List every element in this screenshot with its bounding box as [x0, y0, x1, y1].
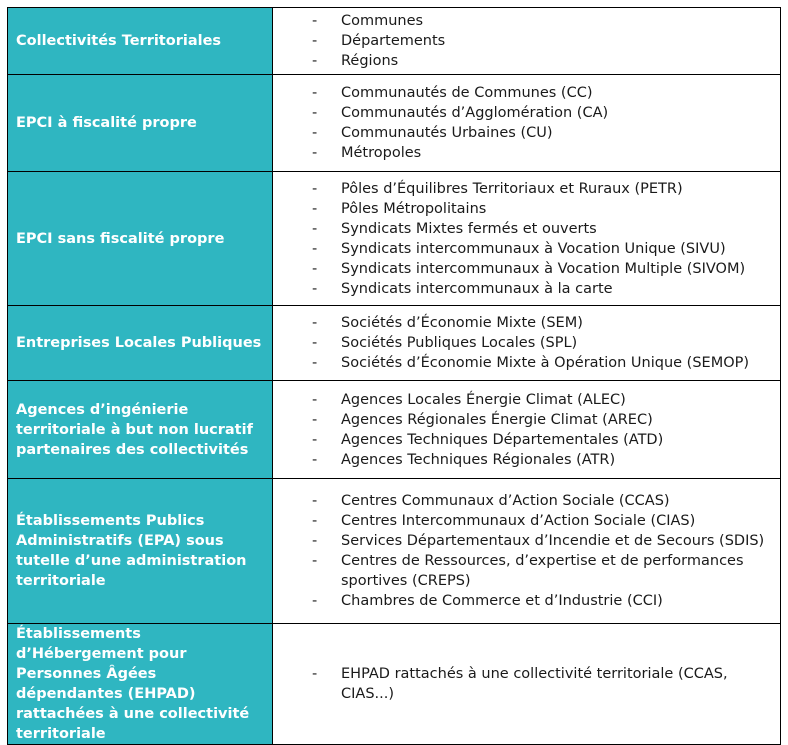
list-item — [273, 511, 776, 531]
category-cell — [8, 8, 273, 75]
category-label: Établissements d’Hébergement pour Personnes Âgées dépendantes (EHPAD) rattachées à une collectivité territoriale — [16, 626, 250, 742]
list-item — [273, 219, 776, 239]
list-item — [273, 259, 776, 279]
item-text: Communautés de Communes (CC) — [341, 85, 593, 101]
dash-bullet: - — [312, 85, 318, 101]
dash-bullet: - — [312, 493, 318, 509]
dash-bullet: - — [312, 513, 318, 529]
dash-bullet: - — [312, 105, 318, 121]
dash-bullet: - — [312, 431, 318, 448]
category-label: Collectivités Territoriales — [16, 33, 222, 49]
dash-bullet: - — [312, 315, 318, 331]
list-item — [273, 333, 776, 353]
list-item — [273, 353, 776, 373]
list-item — [273, 103, 776, 123]
table-row — [8, 172, 781, 306]
list-item — [273, 279, 776, 299]
items-list — [273, 83, 776, 163]
list-item — [273, 450, 776, 470]
items-cell — [273, 624, 781, 745]
category-label: EPCI sans fiscalité propre — [16, 230, 225, 247]
item-text: Syndicats intercommunaux à Vocation Multiple (SIVOM) — [341, 260, 746, 277]
dash-bullet: - — [312, 33, 318, 49]
item-text: Communes — [341, 13, 424, 29]
dash-bullet: - — [312, 335, 318, 351]
category-cell — [8, 75, 273, 172]
dash-bullet: - — [312, 391, 318, 408]
item-text: Syndicats Mixtes fermés et ouverts — [341, 220, 597, 237]
item-text: Communautés d’Agglomération (CA) — [341, 105, 609, 121]
list-item — [273, 313, 776, 333]
list-item — [273, 591, 776, 611]
dash-bullet: - — [312, 666, 318, 682]
list-item — [273, 199, 776, 219]
items-list — [273, 664, 776, 704]
list-item — [273, 491, 776, 511]
item-text: Centres Communaux d’Action Sociale (CCAS) — [341, 493, 670, 509]
item-text: Chambres de Commerce et d’Industrie (CCI) — [341, 593, 663, 609]
item-text: Sociétés Publiques Locales (SPL) — [341, 335, 578, 351]
item-text: Agences Régionales Énergie Climat (AREC) — [341, 411, 653, 428]
dash-bullet: - — [312, 125, 318, 141]
list-item — [273, 11, 776, 31]
structures-table — [7, 7, 781, 745]
list-item — [273, 31, 776, 51]
dash-bullet: - — [312, 355, 318, 371]
table-row — [8, 8, 781, 75]
items-cell — [273, 381, 781, 479]
item-text: Agences Techniques Départementales (ATD) — [341, 431, 664, 448]
table-row — [8, 75, 781, 172]
items-list — [273, 179, 776, 299]
items-cell — [273, 172, 781, 306]
list-item — [273, 531, 776, 551]
items-cell — [273, 479, 781, 624]
item-text: Centres Intercommunaux d’Action Sociale (CIAS) — [341, 513, 696, 529]
table-row — [8, 624, 781, 745]
items-list — [273, 491, 776, 611]
dash-bullet: - — [312, 53, 318, 69]
items-list — [273, 313, 776, 373]
list-item — [273, 143, 776, 163]
table-row — [8, 306, 781, 381]
list-item — [273, 51, 776, 71]
item-text: Services Départementaux d’Incendie et de Secours (SDIS) — [341, 533, 765, 549]
item-text: Syndicats intercommunaux à la carte — [341, 280, 613, 297]
item-text: Agences Locales Énergie Climat (ALEC) — [341, 391, 626, 408]
list-item — [273, 410, 776, 430]
items-cell — [273, 75, 781, 172]
category-label: Entreprises Locales Publiques — [16, 335, 262, 351]
category-cell — [8, 381, 273, 479]
list-item — [273, 179, 776, 199]
dash-bullet: - — [312, 553, 318, 569]
item-text: Syndicats intercommunaux à Vocation Unique (SIVU) — [341, 240, 726, 257]
item-text: Régions — [341, 53, 399, 69]
dash-bullet: - — [312, 593, 318, 609]
dash-bullet: - — [312, 180, 318, 197]
list-item — [273, 430, 776, 450]
table-row — [8, 479, 781, 624]
category-label: EPCI à fiscalité propre — [16, 115, 197, 131]
dash-bullet: - — [312, 260, 318, 277]
category-cell — [8, 306, 273, 381]
dash-bullet: - — [312, 145, 318, 161]
item-text: Départements — [341, 33, 446, 49]
dash-bullet: - — [312, 220, 318, 237]
item-text: Communautés Urbaines (CU) — [341, 125, 553, 141]
item-text: Métropoles — [341, 145, 422, 161]
items-cell — [273, 8, 781, 75]
category-label: Établissements Publics Administratifs (EPA) sous tutelle d’une administration territoriale — [16, 513, 247, 589]
dash-bullet: - — [312, 13, 318, 29]
item-text: Sociétés d’Économie Mixte (SEM) — [341, 315, 583, 331]
category-cell — [8, 172, 273, 306]
list-item — [273, 390, 776, 410]
dash-bullet: - — [312, 533, 318, 549]
dash-bullet: - — [312, 451, 318, 468]
list-item — [273, 551, 776, 591]
category-cell — [8, 479, 273, 624]
category-label: Agences d’ingénierie territoriale à but non lucratif partenaires des collectivités — [16, 401, 253, 458]
dash-bullet: - — [312, 200, 318, 217]
dash-bullet: - — [312, 411, 318, 428]
item-text: Sociétés d’Économie Mixte à Opération Unique (SEMOP) — [341, 355, 750, 371]
items-cell — [273, 306, 781, 381]
dash-bullet: - — [312, 280, 318, 297]
item-text: EHPAD rattachés à une collectivité territoriale (CCAS, CIAS...) — [341, 666, 728, 702]
item-text: Centres de Ressources, d’expertise et de performances sportives (CREPS) — [341, 553, 744, 589]
item-text: Pôles d’Équilibres Territoriaux et Ruraux (PETR) — [341, 180, 683, 197]
item-text: Agences Techniques Régionales (ATR) — [341, 451, 616, 468]
list-item — [273, 83, 776, 103]
items-list — [273, 11, 776, 71]
category-cell — [8, 624, 273, 745]
dash-bullet: - — [312, 240, 318, 257]
table-body — [8, 8, 781, 745]
list-item — [273, 239, 776, 259]
items-list — [273, 390, 776, 470]
list-item — [273, 123, 776, 143]
table-row — [8, 381, 781, 479]
list-item — [273, 664, 776, 704]
item-text: Pôles Métropolitains — [341, 200, 487, 217]
